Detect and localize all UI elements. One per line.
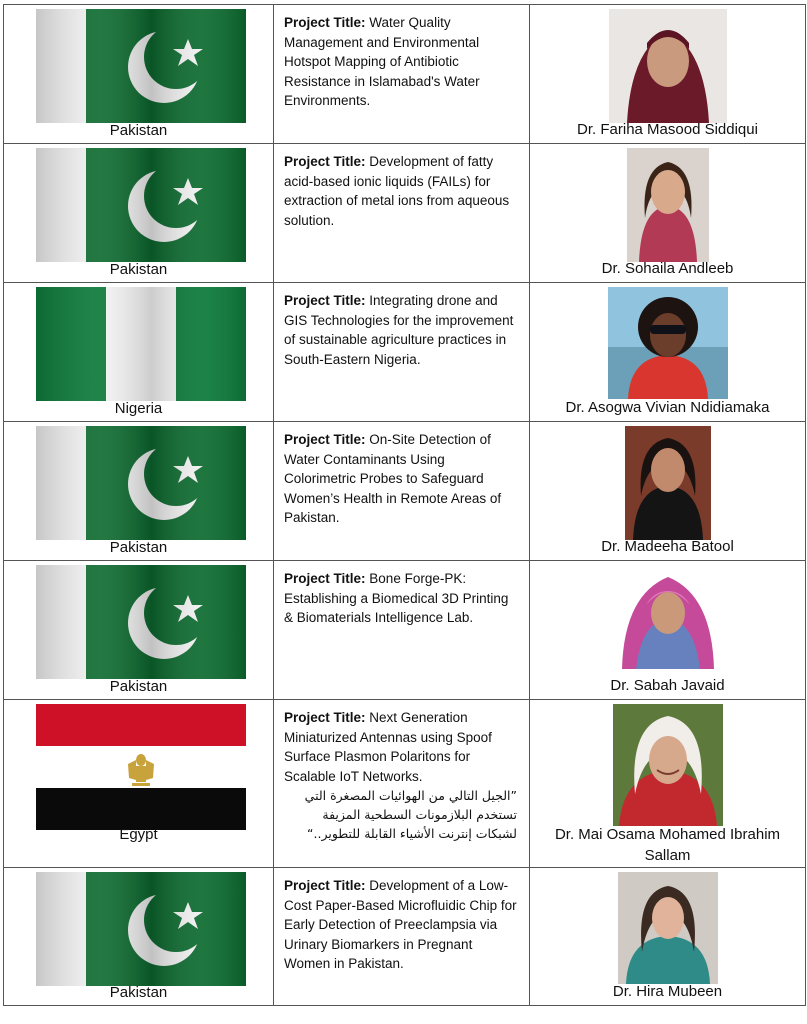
pakistan-flag-icon <box>36 872 246 986</box>
table-row <box>4 561 806 700</box>
project-title-label: Project Title: <box>284 571 366 586</box>
table-row <box>4 283 806 422</box>
researcher-photo <box>609 9 727 123</box>
table-row <box>4 700 806 868</box>
researcher-photo <box>608 287 728 399</box>
country-cell <box>4 283 274 422</box>
table-row <box>4 144 806 283</box>
researcher-name: Dr. Hira Mubeen <box>612 983 723 1000</box>
project-cell <box>274 5 530 144</box>
researcher-cell <box>530 283 806 422</box>
project-title-label: Project Title: <box>284 154 366 169</box>
project-title: Development of fatty acid-based ionic liquids (FAILs) for extraction of metal ions from aqueous solution. <box>284 154 510 228</box>
researcher-name: Dr. Asogwa Vivian Ndidiamaka <box>565 399 770 416</box>
table-row <box>4 5 806 144</box>
project-title-label: Project Title: <box>284 293 366 308</box>
pakistan-flag-icon <box>36 426 246 540</box>
researcher-cell <box>530 561 806 700</box>
researcher-name: Dr. Madeeha Batool <box>601 538 734 555</box>
project-title: On-Site Detection of Water Contaminants Using Colorimetric Probes to Safeguard Women’s Health in Remote Areas of Pakistan. <box>284 432 502 526</box>
country-name: Pakistan <box>109 678 168 695</box>
researcher-name: Dr. Sabah Javaid <box>610 677 725 694</box>
project-cell <box>274 561 530 700</box>
project-description <box>274 5 529 111</box>
country-cell <box>4 868 274 1006</box>
country-name: Pakistan <box>109 539 168 556</box>
project-cell <box>274 283 530 422</box>
egypt-flag-icon <box>36 704 246 830</box>
project-description <box>274 700 529 786</box>
project-description <box>274 561 529 628</box>
table-row <box>4 422 806 561</box>
researcher-cell <box>530 868 806 1006</box>
country-cell <box>4 700 274 868</box>
country-cell <box>4 561 274 700</box>
researcher-photo <box>625 426 711 540</box>
project-description <box>274 144 529 230</box>
nigeria-flag-icon <box>36 287 246 401</box>
project-description <box>274 868 529 974</box>
project-title-label: Project Title: <box>284 878 366 893</box>
project-title-label: Project Title: <box>284 710 366 725</box>
project-title: Water Quality Management and Environmental Hotspot Mapping of Antibiotic Resistance in Islamabad's Water Environments. <box>284 15 480 109</box>
pakistan-flag-icon <box>36 148 246 262</box>
country-name: Pakistan <box>109 122 168 139</box>
researcher-name: Dr. Sohaila Andleeb <box>601 260 734 277</box>
country-name: Pakistan <box>109 261 168 278</box>
project-cell <box>274 422 530 561</box>
project-title-label: Project Title: <box>284 15 366 30</box>
researcher-name: Dr. Mai Osama Mohamed Ibrahim Sallam <box>554 826 781 864</box>
researcher-cell <box>530 700 806 868</box>
country-name: Pakistan <box>109 984 168 1001</box>
project-cell <box>274 144 530 283</box>
researcher-cell <box>530 144 806 283</box>
project-description <box>274 283 529 369</box>
country-cell <box>4 144 274 283</box>
project-cell <box>274 700 530 868</box>
researcher-cell <box>530 5 806 144</box>
researcher-photo <box>613 704 723 826</box>
project-title-label: Project Title: <box>284 432 366 447</box>
project-cell <box>274 868 530 1006</box>
country-name: Egypt <box>119 826 158 843</box>
country-cell <box>4 5 274 144</box>
project-title-arabic: ”الجيل التالي من الهوائيات المصغرة التي تستخدم البلازمونات السطحية المزيفة لشبكات إنترنت الأشياء القابلة للتطوير..“ <box>304 788 517 842</box>
project-title: Development of a Low-Cost Paper-Based Microfluidic Chip for Early Detection of Preeclampsia via Urinary Biomarkers in Pregnant Women in Pakistan. <box>284 878 517 972</box>
project-title: Next Generation Miniaturized Antennas using Spoof Surface Plasmon Polaritons for Scalable IoT Networks. <box>284 710 492 784</box>
projects-table <box>3 4 806 1006</box>
researcher-name: Dr. Fariha Masood Siddiqui <box>577 121 758 138</box>
project-title: Bone Forge-PK: Establishing a Biomedical 3D Printing & Biomaterials Intelligence Lab. <box>284 571 509 626</box>
researcher-photo <box>616 565 720 669</box>
researcher-photo <box>627 148 709 262</box>
researcher-photo <box>618 872 718 984</box>
pakistan-flag-icon <box>36 9 246 123</box>
country-name: Nigeria <box>114 400 163 417</box>
table-row <box>4 868 806 1006</box>
pakistan-flag-icon <box>36 565 246 679</box>
project-description <box>274 422 529 528</box>
country-cell <box>4 422 274 561</box>
researcher-cell <box>530 422 806 561</box>
project-title: Integrating drone and GIS Technologies for the improvement of sustainable agriculture practices in South-Eastern Nigeria. <box>284 293 514 367</box>
